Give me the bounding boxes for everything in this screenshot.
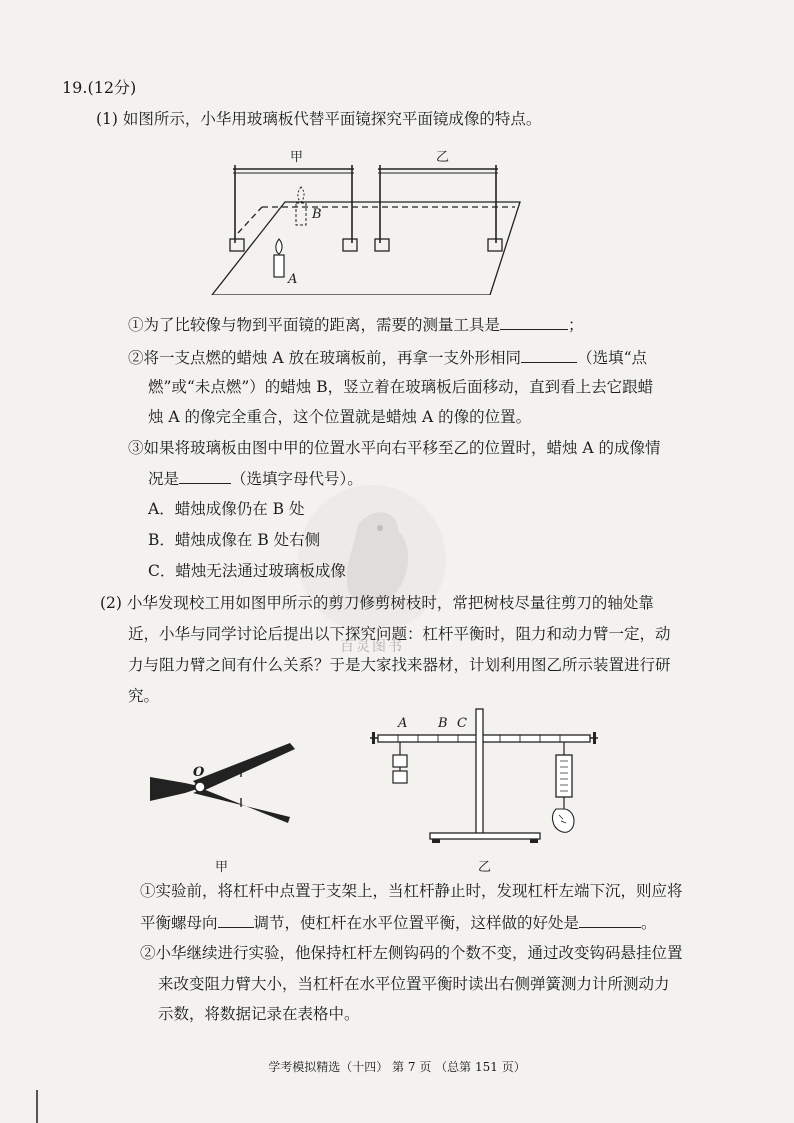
part1-q1: ①为了比较像与物到平面镜的距离，需要的测量工具是 ； xyxy=(128,313,584,336)
part1-q2-line1: ②将一支点燃的蜡烛 A 放在玻璃板前，再拿一支外形相同 （选填“点 xyxy=(128,346,647,369)
fig2-label-yi: 乙 xyxy=(478,860,492,875)
answer-blank[interactable] xyxy=(500,313,568,330)
scissors-figure xyxy=(145,735,305,825)
fig1-label-yi: 乙 xyxy=(436,150,450,165)
part2-q1-line2: 平衡螺母向 调节，使杠杆在水平位置平衡，这样做的好处是 。 xyxy=(140,911,657,934)
part1-q2-line3: 烛 A 的像完全重合，这个位置就是蜡烛 A 的像的位置。 xyxy=(148,408,532,426)
question-number: 19.(12分) xyxy=(62,78,137,97)
part2-line4: 究。 xyxy=(128,687,160,705)
glass-plate-figure xyxy=(200,145,530,295)
part1-intro: (1) 如图所示，小华用玻璃板代替平面镜探究平面镜成像的特点。 xyxy=(96,110,542,128)
answer-blank[interactable] xyxy=(521,346,577,363)
part2-line2: 近，小华与同学讨论后提出以下探究问题：杠杆平衡时，阻力和动力臂一定，动 xyxy=(128,625,671,643)
fig2-label-a: A xyxy=(398,716,408,731)
fig1-label-jia: 甲 xyxy=(290,150,304,165)
fig2-label-c: C xyxy=(457,716,467,731)
part2-q2-line1: ②小华继续进行实验，他保持杠杆左侧钩码的个数不变，通过改变钩码悬挂位置 xyxy=(140,944,683,962)
fig1-label-a: A xyxy=(288,272,298,287)
watermark-text: 百灵图书 xyxy=(340,639,404,655)
option-c: C．蜡烛无法通过玻璃板成像 xyxy=(148,562,346,580)
part2-q2-line2: 来改变阻力臂大小，当杠杆在水平位置平衡时读出右侧弹簧测力计所测动力 xyxy=(158,975,670,993)
answer-blank[interactable] xyxy=(579,911,641,928)
option-a: A．蜡烛成像仍在 B 处 xyxy=(148,500,305,518)
fig2-label-jia: 甲 xyxy=(215,860,229,875)
fig2-label-o: O xyxy=(193,765,205,780)
part2-q1-line1: ①实验前，将杠杆中点置于支架上，当杠杆静止时，发现杠杆左端下沉，则应将 xyxy=(140,882,683,900)
part1-q3-line2: 况是 （选填字母代号）。 xyxy=(148,467,363,490)
page-footer: 学考模拟精选（十四） 第 7 页 （总第 151 页） xyxy=(268,1060,526,1074)
part2-q2-line3: 示数，将数据记录在表格中。 xyxy=(158,1005,360,1023)
fig2-label-b: B xyxy=(438,716,448,731)
scan-edge-line xyxy=(36,1090,38,1123)
fig1-label-b: B xyxy=(312,207,322,222)
answer-blank[interactable] xyxy=(179,467,231,484)
part2-line1: (2) 小华发现校工用如图甲所示的剪刀修剪树枝时，常把树枝尽量往剪刀的轴处靠 xyxy=(100,594,654,612)
option-b: B．蜡烛成像在 B 处右侧 xyxy=(148,531,321,549)
part2-line3: 力与阻力臂之间有什么关系？于是大家找来器材，计划利用图乙所示装置进行研 xyxy=(128,656,671,674)
part1-q3-line1: ③如果将玻璃板由图中甲的位置水平向右平移至乙的位置时，蜡烛 A 的成像情 xyxy=(128,439,661,457)
answer-blank[interactable] xyxy=(218,911,254,928)
part1-q2-line2: 燃”或“未点燃”）的蜡烛 B，竖立着在玻璃板后面移动，直到看上去它跟蜡 xyxy=(148,378,654,396)
